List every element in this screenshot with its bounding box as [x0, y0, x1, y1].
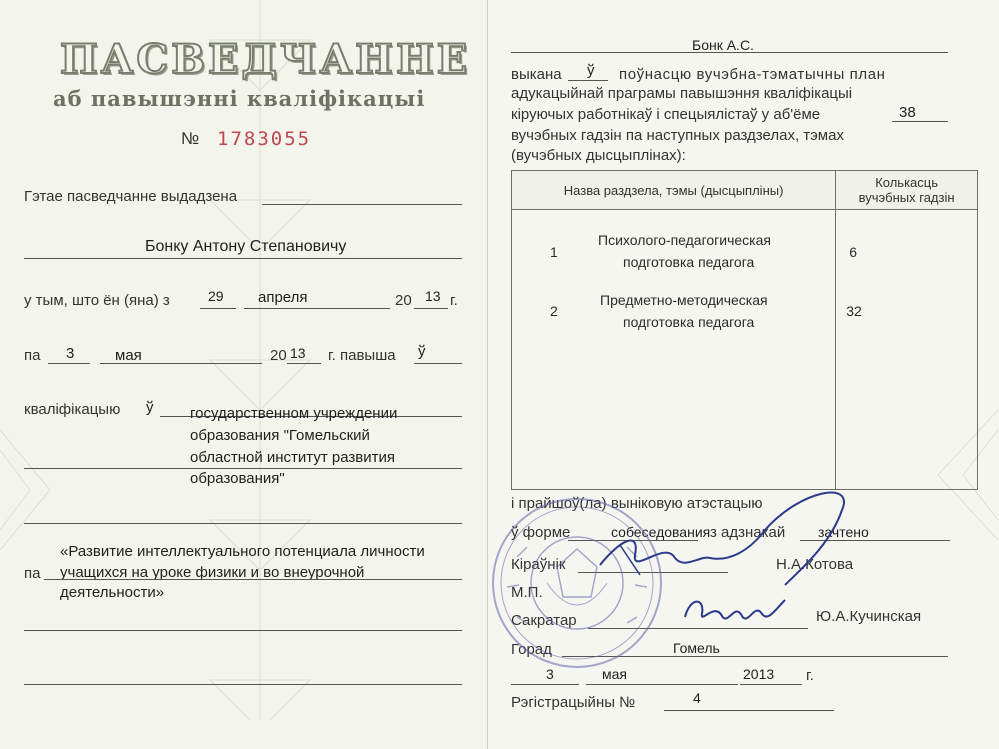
reg-value: 4: [693, 690, 701, 706]
table-body: [512, 210, 978, 490]
to-year: 13: [290, 345, 306, 361]
raised-label: г. павыша: [328, 347, 396, 364]
attestation-label: і прайшоў(ла) выніковую атэстацыю: [511, 495, 763, 512]
to-month-line: [100, 363, 262, 364]
certificate-number: 1783055: [217, 128, 312, 150]
head-name: Н.А.Котова: [776, 556, 854, 573]
head-signature-icon: [580, 470, 860, 600]
city-label: Горад: [511, 641, 552, 658]
row-1-name-2: подготовка педагога: [623, 254, 755, 270]
document-subtitle: аб павышэнні кваліфікацыі: [53, 86, 426, 111]
institution-line-2: образования "Гомельский: [190, 427, 370, 444]
number-prefix: №: [181, 129, 200, 148]
to-year-prefix: 20: [270, 347, 287, 364]
institution-line-1: государственном учреждении: [190, 405, 398, 422]
holder-line: [511, 52, 948, 53]
reg-line: [664, 710, 834, 711]
topic-line: [44, 579, 462, 580]
topic-line-c: [24, 684, 462, 685]
holder-name: Бонк А.С.: [692, 37, 754, 53]
qualification-label: кваліфікацыю: [24, 401, 121, 418]
reg-label: Рэгістрацыйны №: [511, 694, 636, 711]
row-1-number: 1: [550, 244, 558, 260]
completed-line: [568, 80, 608, 81]
to-year-line: [287, 363, 321, 364]
form-value: собеседования: [611, 524, 711, 540]
from-day-line: [200, 308, 236, 309]
to-month: мая: [115, 347, 142, 364]
program-text-3: кіруючых работнікаў і спецыялістаў у аб'ёме: [511, 106, 821, 123]
program-text-4: вучэбных гадзін па наступных раздзелах, тэмах: [511, 127, 844, 144]
completed-label: выкана: [511, 66, 562, 83]
document-title: ПАСВЕДЧАННЕ: [60, 36, 471, 83]
recipient-line: [24, 258, 462, 259]
program-text-5: (вучэбных дысцыплінах):: [511, 147, 686, 164]
program-text-2: адукацыйнай праграмы павышэння кваліфікацыі: [511, 85, 853, 102]
col-hours-header-2: вучэбных гадзін: [858, 190, 955, 205]
row-2-hours: 32: [846, 303, 862, 319]
raised-suffix: ў: [418, 343, 426, 360]
sections-table: [511, 170, 978, 490]
date-month-line: [586, 684, 738, 685]
from-year: 13: [425, 288, 441, 304]
seal-label: М.П.: [511, 584, 543, 601]
left-page: [0, 0, 487, 749]
col-hours-header: [836, 171, 978, 210]
secretary-signature-icon: [680, 592, 790, 632]
from-day: 29: [208, 288, 224, 304]
to-day-line: [48, 363, 90, 364]
grade-label: з адзнакай: [710, 524, 786, 541]
from-month-line: [244, 308, 390, 309]
completed-fill: ў: [587, 62, 595, 79]
to-day: 3: [66, 345, 75, 362]
date-month: мая: [602, 666, 627, 682]
from-year-prefix: 20: [395, 292, 412, 309]
from-year-suffix: г.: [450, 292, 458, 309]
raised-line: [414, 363, 462, 364]
table-header: [512, 171, 978, 210]
institution-line-4: образования": [190, 470, 285, 487]
date-day-line: [511, 684, 579, 685]
form-label: ў форме: [511, 524, 571, 541]
issued-line: [262, 204, 462, 205]
row-2-name-1: Предметно-методическая: [600, 292, 768, 308]
city-value: Гомель: [673, 640, 720, 656]
table-body-hours: [836, 210, 978, 490]
head-label: Кіраўнік: [511, 556, 566, 573]
row-1-name-1: Психолого-педагогическая: [598, 232, 771, 248]
period-to-label: па: [24, 347, 41, 364]
program-text-1: поўнасцю вучэбна-тэматычны план: [619, 66, 886, 83]
topic-line-2: учащихся на уроке физики и во внеурочной: [60, 564, 365, 581]
col-section-header: Назва раздзела, тэмы (дысцыпліны): [512, 171, 836, 210]
topic-line-1: «Развитие интеллектуального потенциала личности: [60, 543, 425, 560]
left-corner-ornament-icon: [0, 420, 60, 560]
institution-line-3: областной институт развития: [190, 449, 395, 466]
qualification-prefix: ў: [146, 399, 154, 416]
from-year-line: [414, 308, 448, 309]
grade-value: зачтено: [818, 524, 869, 540]
from-month: апреля: [258, 289, 308, 306]
row-2-name-2: подготовка педагога: [623, 314, 755, 330]
qualification-line-3: [24, 523, 462, 524]
period-from-label: у тым, што ён (яна) з: [24, 292, 170, 309]
row-1-hours: 6: [849, 244, 857, 260]
date-suffix: г.: [806, 667, 814, 684]
date-year: 2013: [743, 666, 775, 682]
date-day: 3: [546, 666, 554, 682]
secretary-label: Сакратар: [511, 612, 577, 629]
qualification-line-2: [24, 468, 462, 469]
row-2-number: 2: [550, 303, 558, 319]
topic-label: па: [24, 565, 41, 582]
recipient-name: Бонку Антону Степановичу: [145, 238, 347, 255]
hours-line: [892, 121, 948, 122]
topic-line-b: [24, 630, 462, 631]
issued-label: Гэтае пасведчанне выдадзена: [24, 188, 238, 205]
table-body-names: [512, 210, 836, 490]
col-hours-header-1: Колькасць: [875, 175, 938, 190]
hours-total: 38: [899, 104, 916, 121]
secretary-name: Ю.А.Кучинская: [816, 608, 922, 625]
date-year-line: [740, 684, 802, 685]
topic-line-3: деятельности»: [60, 584, 165, 601]
